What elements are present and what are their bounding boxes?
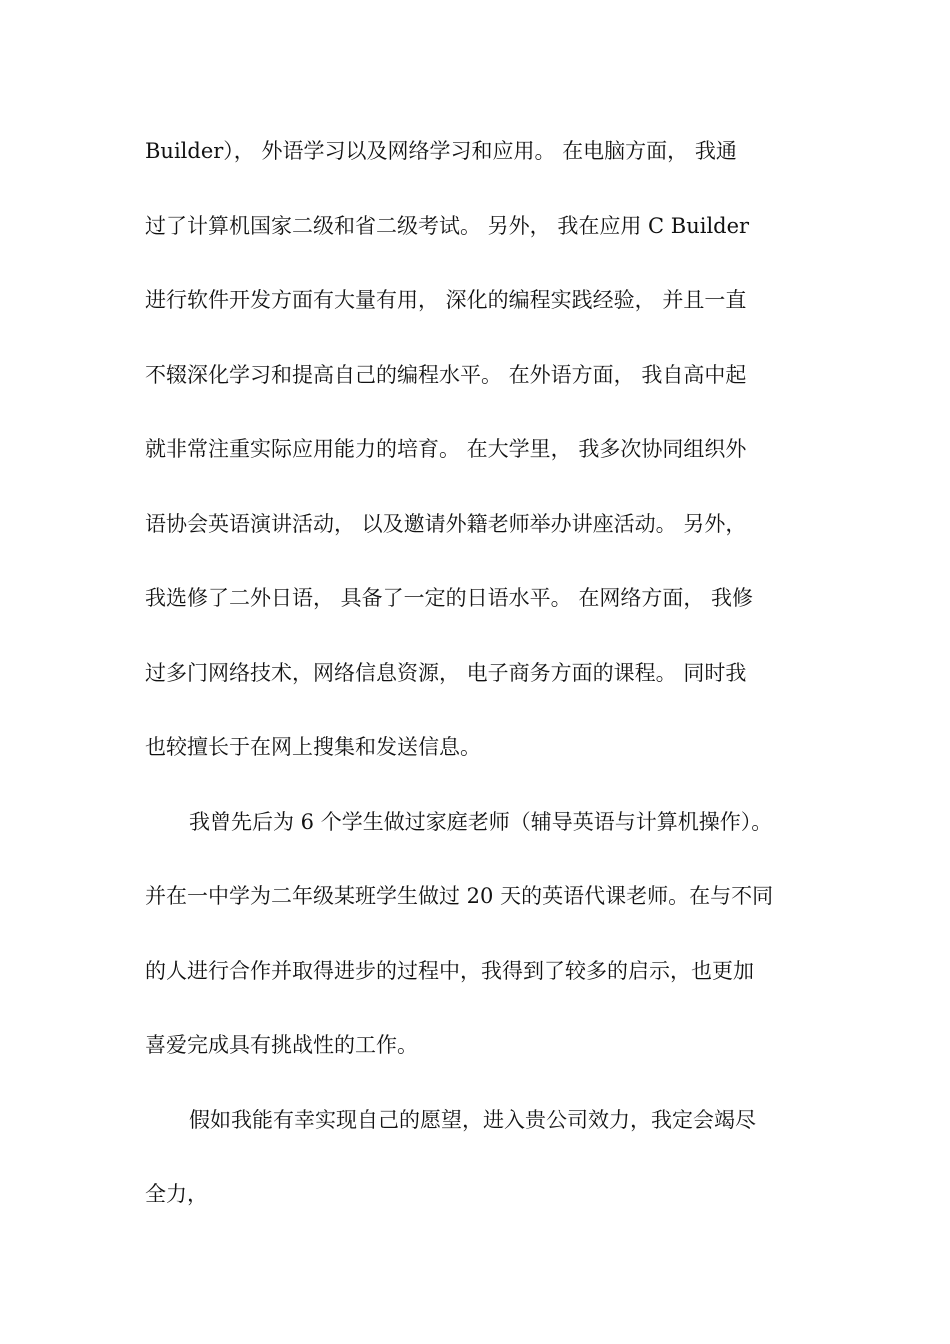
text-line-9: 也较擅长于在网上搜集和发送信息。 xyxy=(145,735,481,759)
text-line-10: 我曾先后为 6 个学生做过家庭老师（辅导英语与计算机操作）。 xyxy=(189,809,773,834)
text-line-7: 我选修了二外日语， 具备了一定的日语水平。 在网络方面， 我修 xyxy=(145,586,754,610)
text-line-2: 过了计算机国家二级和省二级考试。 另外， 我在应用 C Builder xyxy=(145,213,750,238)
text-line-5: 就非常注重实际应用能力的培育。 在大学里， 我多次协同组织外 xyxy=(145,437,747,461)
text-line-11: 并在一中学为二年级某班学生做过 20 天的英语代课老师。在与不同 xyxy=(145,884,774,908)
text-line-4: 不辍深化学习和提高自己的编程水平。 在外语方面， 我自高中起 xyxy=(145,362,747,387)
document-body xyxy=(145,125,825,1243)
text-line-14: 假如我能有幸实现自己的愿望，进入贵公司效力，我定会竭尽 xyxy=(189,1107,756,1132)
text-line-13: 喜爱完成具有挑战性的工作。 xyxy=(145,1033,418,1057)
text-line-6: 语协会英语演讲活动， 以及邀请外籍老师举办讲座活动。 另外， xyxy=(145,511,747,536)
text-line-3: 进行软件开发方面有大量有用， 深化的编程实践经验， 并且一直 xyxy=(145,288,747,312)
text-line-12: 的人进行合作并取得进步的过程中，我得到了较多的启示，也更加 xyxy=(145,958,754,983)
text-line-8: 过多门网络技术，网络信息资源， 电子商务方面的课程。 同时我 xyxy=(145,660,747,685)
text-line-15: 全力， xyxy=(145,1182,208,1206)
text-line-1: Builder）， 外语学习以及网络学习和应用。 在电脑方面， 我通 xyxy=(145,139,737,163)
